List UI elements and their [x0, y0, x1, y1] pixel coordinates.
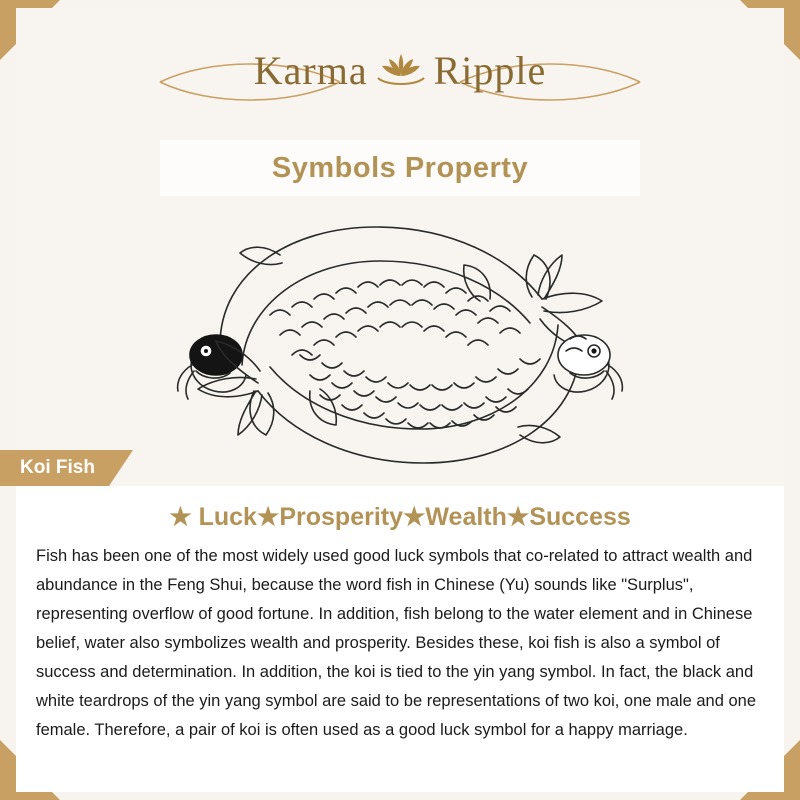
- category-label-text: Koi Fish: [20, 457, 95, 478]
- content-card: [16, 486, 784, 792]
- page-title: Symbols Property: [271, 151, 529, 184]
- page-title-bar: [160, 140, 640, 196]
- keywords-line: ★ Luck★Prosperity★Wealth★Success: [169, 503, 631, 531]
- category-label-body: [0, 450, 109, 486]
- brand-lockup: [254, 47, 547, 94]
- description-paragraph: Fish has been one of the most widely used good luck symbols that co-related to attract wealth and abundance in the Feng Shui, because the word fish in Chinese (Yu) sounds like "Surplus", representing overflow of good fortune. In addition, fish belong to the water element and in Chinese belief, water also symbolizes wealth and prosperity. Besides these, koi fish is also a symbol of success and determination. In addition, the koi is tied to the yin yang symbol. In fact, the black and white teardrops of the yin yang symbol are said to be representations of two koi, one male and one female. Therefore, a pair of koi is often used as a good luck symbol for a happy marriage.: [36, 547, 757, 739]
- brand-name-left: Karma: [253, 47, 368, 93]
- lotus-icon: [374, 48, 428, 92]
- brand-name-right: Ripple: [433, 47, 547, 93]
- category-label-tag: [0, 450, 133, 486]
- category-label-point: [109, 450, 133, 486]
- two-koi-fish-yin-yang-illustration: [150, 195, 650, 495]
- brand-header: [0, 30, 800, 110]
